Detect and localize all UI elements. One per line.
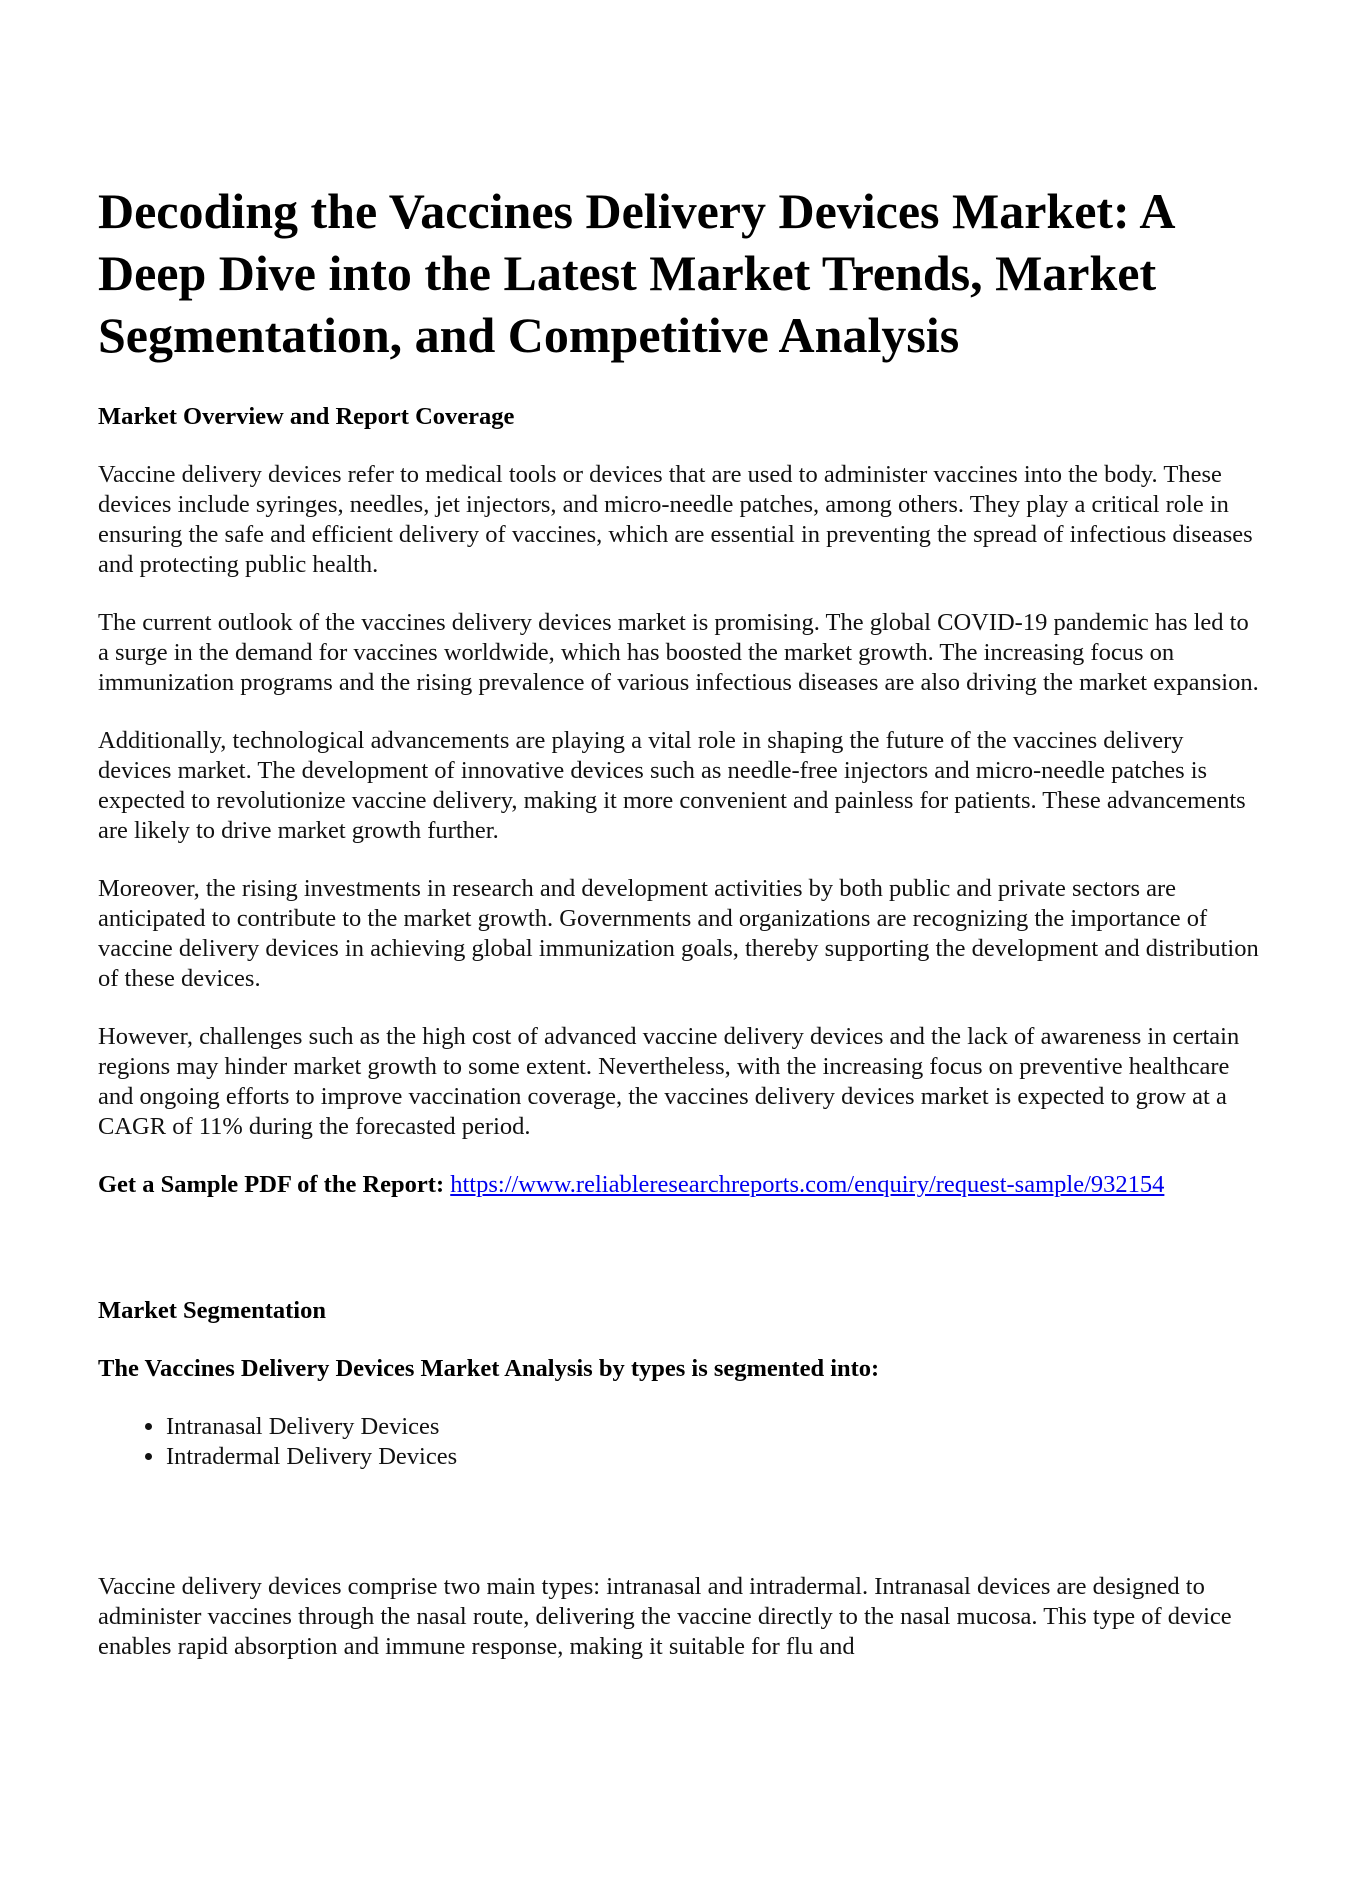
segmentation-heading: Market Segmentation bbox=[98, 1297, 326, 1324]
types-list bbox=[98, 1412, 1263, 1472]
page-title: Decoding the Vaccines Delivery Devices Market: A Deep Dive into the Latest Market Trends, Market Segmentation, and Competitive Analysis bbox=[98, 183, 1173, 363]
segmentation-description: Vaccine delivery devices comprise two main types: intranasal and intradermal. Intranasal devices are designed to administer vaccines through the nasal route, delivering the vaccine directly to the nasal mucosa. This type of device enables rapid absorption and immune response, making it suitable for flu and bbox=[98, 1573, 1232, 1660]
list-item: • Intradermal Delivery Devices bbox=[166, 1442, 1263, 1472]
overview-heading: Market Overview and Report Coverage bbox=[98, 403, 515, 430]
types-heading: The Vaccines Delivery Devices Market Analysis by types is segmented into: bbox=[98, 1355, 880, 1382]
overview-paragraph: Vaccine delivery devices refer to medical tools or devices that are used to administer vaccines into the body. These devices include syringes, needles, jet injectors, and micro-needle patches, among others. They play a critical role in ensuring the safe and efficient delivery of vaccines, which are essential in preventing the spread of infectious diseases and protecting public health. bbox=[98, 461, 1253, 578]
list-item: • Intranasal Delivery Devices bbox=[166, 1412, 1263, 1442]
sample-link[interactable]: https://www.reliableresearchreports.com/enquiry/request-sample/932154 bbox=[450, 1171, 1165, 1198]
overview-paragraph: The current outlook of the vaccines delivery devices market is promising. The global COVID-19 pandemic has led to a surge in the demand for vaccines worldwide, which has boosted the market growth. The increasing focus on immunization programs and the rising prevalence of various infectious diseases are also driving the market expansion. bbox=[98, 609, 1259, 696]
overview-paragraph: Moreover, the rising investments in research and development activities by both public and private sectors are anticipated to contribute to the market growth. Governments and organizations are recognizing the importance of vaccine delivery devices in achieving global immunization goals, thereby supporting the development and distribution of these devices. bbox=[98, 875, 1259, 992]
overview-paragraph: Additionally, technological advancements are playing a vital role in shaping the future of the vaccines delivery devices market. The development of innovative devices such as needle-free injectors and micro-needle patches is expected to revolutionize vaccine delivery, making it more convenient and painless for patients. These advancements are likely to drive market growth further. bbox=[98, 727, 1246, 844]
sample-label: Get a Sample PDF of the Report: bbox=[98, 1171, 445, 1198]
sample-request bbox=[98, 1170, 1263, 1200]
document-page bbox=[98, 180, 1263, 1690]
overview-paragraph: However, challenges such as the high cost of advanced vaccine delivery devices and the lack of awareness in certain regions may hinder market growth to some extent. Nevertheless, with the increasing focus on preventive healthcare and ongoing efforts to improve vaccination coverage, the vaccines delivery devices market is expected to grow at a CAGR of 11% during the forecasted period. bbox=[98, 1023, 1240, 1140]
